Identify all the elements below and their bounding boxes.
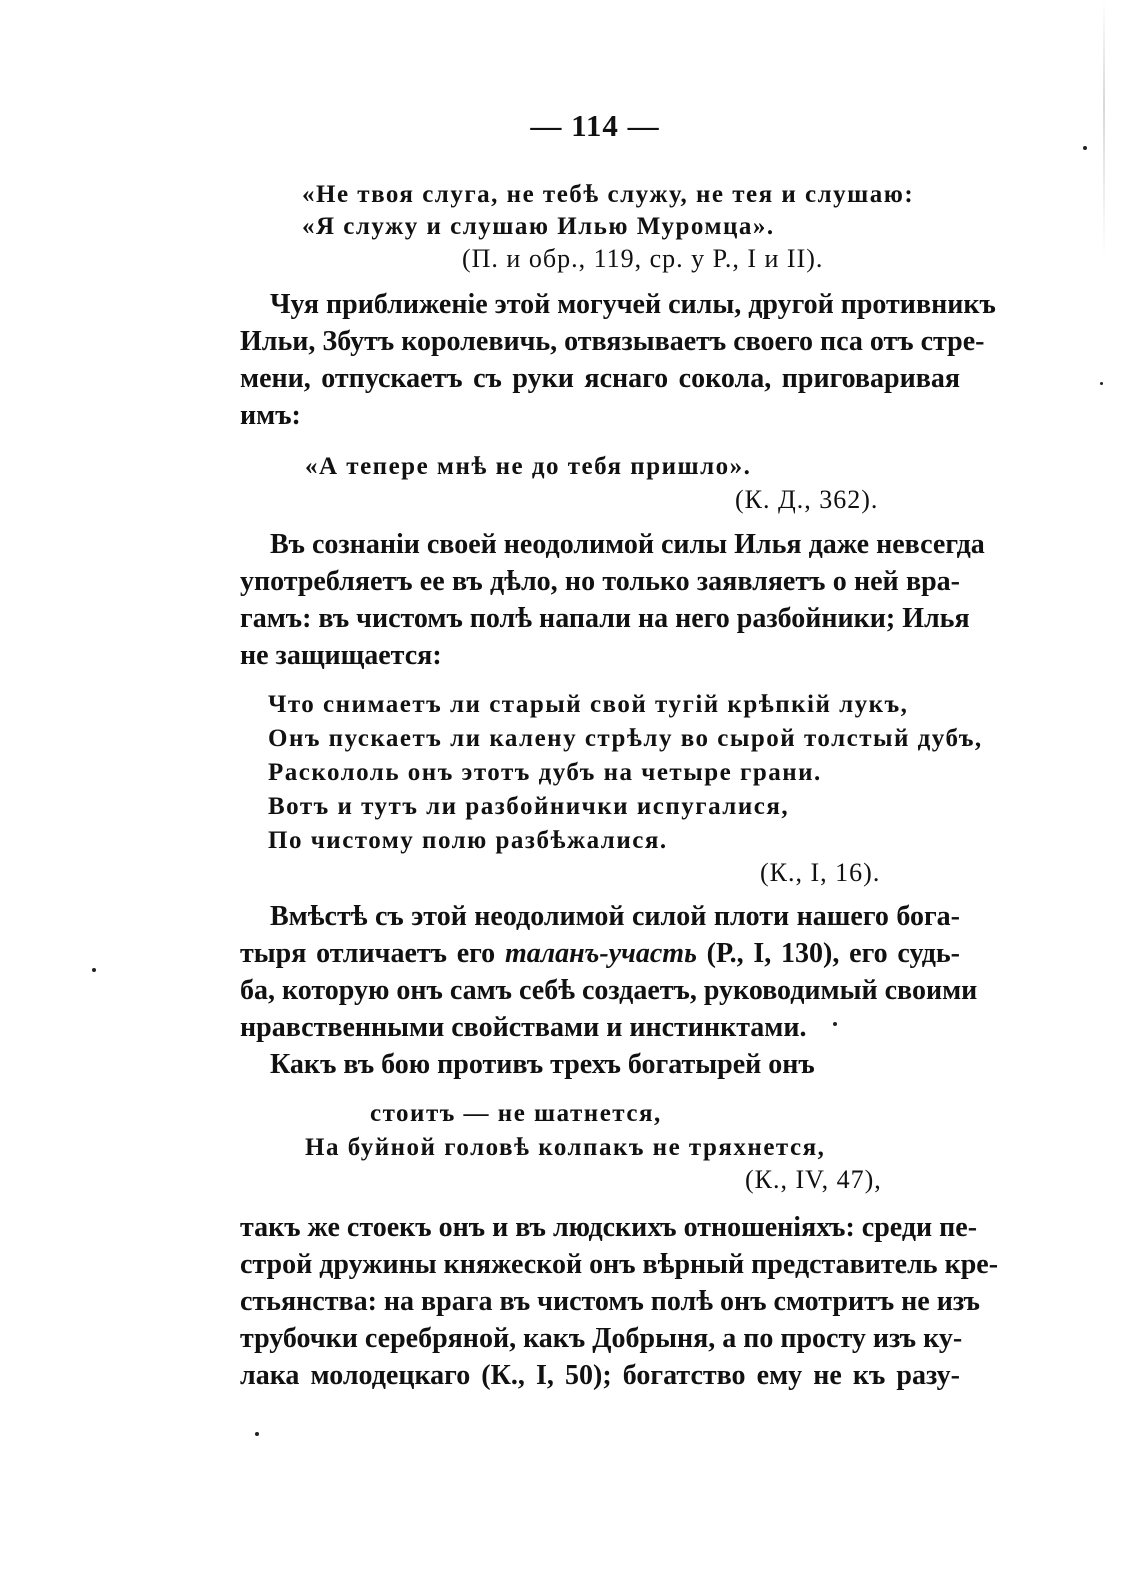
paragraph-line: употребляетъ ее въ дѣло, но только заявляетъ о ней вра-: [240, 566, 960, 597]
citation: (П. и обр., 119, ср. у Р., I и II).: [462, 244, 824, 273]
scan-speck: [1100, 382, 1103, 385]
paragraph-line: Какъ въ бою противъ трехъ богатырей онъ: [270, 1049, 815, 1080]
citation: (К., I, 16).: [760, 858, 881, 887]
paragraph-line: мени, отпускаетъ съ руки яснаго сокола, приговаривая: [240, 363, 960, 394]
paragraph-line: имъ:: [240, 400, 301, 431]
text-run: (Р., I, 130), его судь-: [696, 938, 960, 969]
scan-speck: [255, 1432, 259, 1436]
quote-line: На буйной головѣ колпакъ не тряхнется,: [305, 1134, 826, 1161]
page-number: — 114 —: [530, 108, 660, 143]
quote-line: По чистому полю разбѣжалися.: [268, 827, 668, 854]
quote-line: стоитъ — не шатнется,: [370, 1100, 662, 1127]
paragraph-line: нравственными свойствами и инстинктами.: [240, 1012, 807, 1043]
paragraph-line: Ильи, Збутъ королевичь, отвязываетъ своего пса отъ стре-: [240, 326, 985, 357]
citation: (К. Д., 362).: [735, 485, 879, 514]
paragraph-line: строй дружины княжеской онъ вѣрный представитель кре-: [240, 1249, 999, 1280]
quote-line: Вотъ и тутъ ли разбойнички испугалися,: [268, 793, 790, 820]
paragraph-line: не защищается:: [240, 640, 442, 671]
paragraph-line: [240, 937, 960, 971]
paragraph-line: Вмѣстѣ съ этой неодолимой силой плоти нашего бога-: [270, 901, 960, 932]
italic-term: таланъ-участь: [504, 938, 697, 969]
paragraph-line: трубочки серебряной, какъ Добрыня, а по просту изъ ку-: [240, 1323, 963, 1354]
paragraph-line: ба, которую онъ самъ себѣ создаетъ, руководимый своими: [240, 975, 978, 1006]
quote-line: «А тепере мнѣ не до тебя пришло».: [305, 453, 752, 480]
quote-line: «Не твоя слуга, не тебѣ служу, не тея и слушаю:: [302, 181, 915, 208]
scan-speck: [92, 968, 96, 972]
paragraph-line: такъ же стоекъ онъ и въ людскихъ отношенiяхъ: среди пе-: [240, 1212, 978, 1243]
paragraph-line: стьянства: на врага въ чистомъ полѣ онъ смотритъ не изъ: [240, 1286, 980, 1317]
citation: (К., IV, 47),: [745, 1165, 882, 1194]
quote-line: Что снимаетъ ли старый свой тугiй крѣпкiй лукъ,: [268, 691, 909, 718]
quote-line: Раскололь онъ этотъ дубъ на четыре грани.: [268, 759, 822, 786]
quote-line: «Я служу и слушаю Илью Муромца».: [302, 213, 775, 240]
paragraph-line: Чуя приближенiе этой могучей силы, другой противникъ: [270, 289, 996, 320]
paragraph-line: Въ сознанiи своей неодолимой силы Илья даже невсегда: [270, 529, 985, 560]
text-run: тыря отличаетъ его: [240, 938, 505, 969]
scan-speck: [833, 1022, 837, 1026]
paragraph-line: лака молодецкаго (К., I, 50); богатство ему не къ разу-: [240, 1360, 960, 1391]
paragraph-line: гамъ: въ чистомъ полѣ напали на него разбойники; Илья: [240, 603, 970, 634]
quote-line: Онъ пускаетъ ли калену стрѣлу во сырой толстый дубъ,: [268, 725, 983, 752]
scan-speck: [1083, 146, 1087, 150]
